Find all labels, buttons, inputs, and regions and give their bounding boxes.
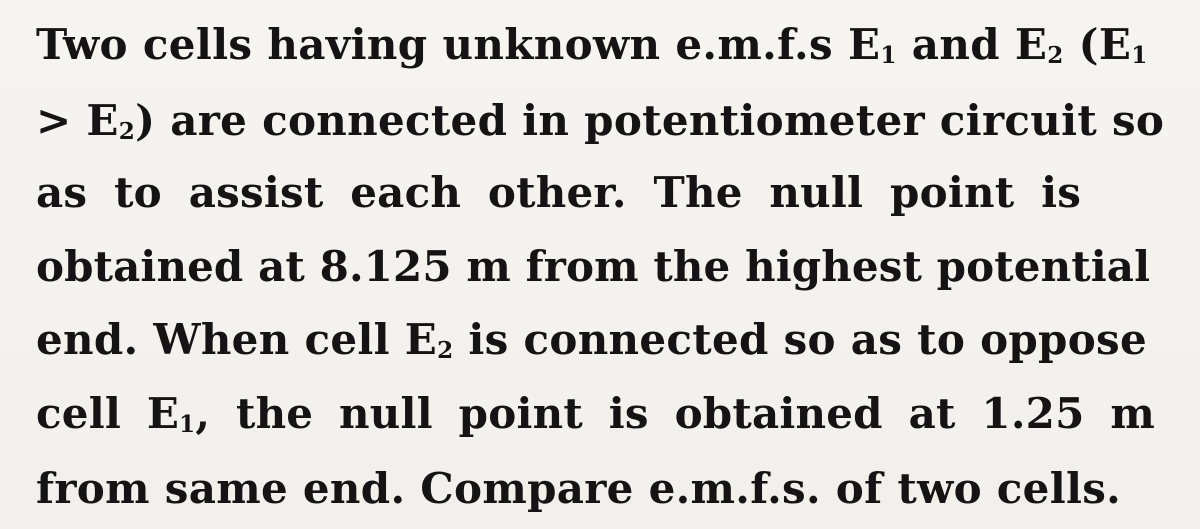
text-line-2 [36,96,1165,146]
text-line-5 [36,315,1148,365]
text-segment: is connected so as to oppose [453,315,1148,364]
text-segment: (E [1063,20,1132,69]
text-segment: and E [896,20,1048,69]
subscript: 2 [1047,42,1064,70]
text-line-3 [36,168,1082,217]
subscript: 2 [118,118,136,146]
subscript: 1 [880,42,897,70]
subscript: 2 [437,337,454,365]
text-segment: ) are connected in potentiometer circuit so [135,96,1165,145]
subscript: 1 [1131,42,1148,70]
text-segment: as to assist each other. The null point is [36,168,1082,217]
text-segment: obtained at 8.125 m from the highest potential [36,242,1151,291]
text-segment: from same end. Compare e.m.f.s. of two cells. [36,464,1122,513]
text-line-1 [36,20,1148,70]
text-line-4 [36,242,1151,291]
text-segment: , the null point is obtained at 1.25 m [195,389,1155,438]
subscript: 1 [179,411,196,439]
text-segment: end. When cell E [36,315,438,364]
text-line-7 [36,464,1122,513]
text-segment: > E [36,96,119,145]
text-line-6 [36,389,1155,439]
text-segment: cell E [36,389,180,438]
text-segment: Two cells having unknown e.m.f.s E [36,20,881,69]
